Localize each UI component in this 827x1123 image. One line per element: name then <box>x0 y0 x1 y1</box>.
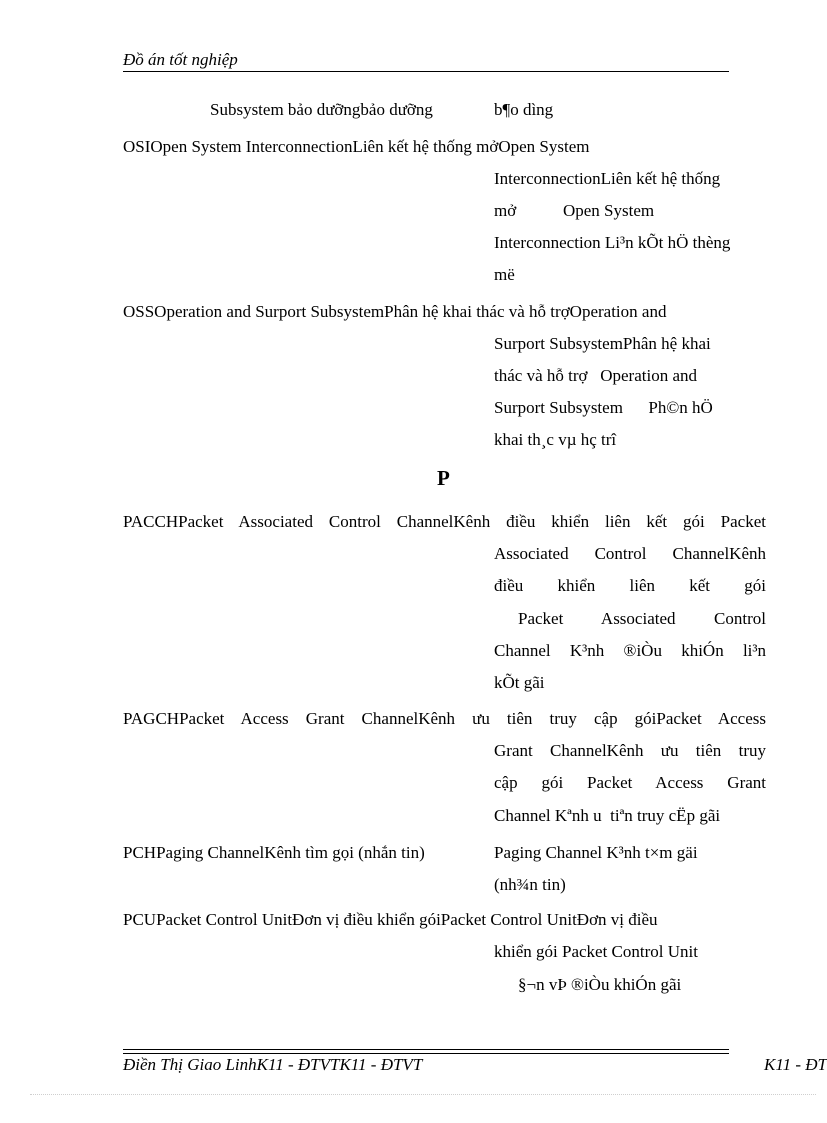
entry-definition: (nh¾n tin) <box>494 875 566 894</box>
entry-definition: kÕt gãi <box>494 673 545 692</box>
entry-definition: Channel K³nh ®iÒu khiÓn li³n <box>494 641 766 660</box>
entry-term: Subsystem bảo dưỡngbảo dưỡng <box>210 100 433 119</box>
entry-definition: më <box>494 265 515 284</box>
entry-definition: khai th¸c vµ hç trî <box>494 430 617 449</box>
entry-term: PACCHPacket Associated Control ChannelKênh điều khiển liên kết gói Packet <box>123 512 766 531</box>
footer-rule <box>123 1053 729 1054</box>
entry-definition: Packet Associated Control <box>518 609 766 628</box>
entry-definition: Surport Subsystem Ph©n hÖ <box>494 398 713 417</box>
entry-term: OSIOpen System InterconnectionLiên kết hệ thống mởOpen System <box>123 137 590 156</box>
entry-definition: cập gói Packet Access Grant <box>494 773 766 792</box>
entry-definition: khiển gói Packet Control Unit <box>494 942 698 961</box>
entry-definition: Grant ChannelKênh ưu tiên truy <box>494 741 766 760</box>
entry-definition: Surport SubsystemPhân hệ khai <box>494 334 711 353</box>
entry-term: PCHPaging ChannelKênh tìm gọi (nhắn tin) <box>123 843 425 862</box>
entry-definition: mở Open System <box>494 201 655 220</box>
entry-definition: b¶o dìng <box>494 100 554 119</box>
page-header-title: Đồ án tốt nghiệp <box>123 50 238 69</box>
entry-term: OSSOperation and Surport SubsystemPhân hệ khai thác và hỗ trợOperation and <box>123 302 667 321</box>
entry-definition: Paging Channel K³nh t×m gäi <box>494 843 698 862</box>
entry-definition: điều khiển liên kết gói <box>494 576 766 595</box>
entry-definition: §¬n vÞ ®iÒu khiÓn gãi <box>518 975 682 994</box>
entry-term: PAGCHPacket Access Grant ChannelKênh ưu tiên truy cập góiPacket Access <box>123 709 766 728</box>
section-letter-heading: P <box>437 466 450 490</box>
page-bottom-dotted-border <box>30 1094 816 1095</box>
entry-definition: Associated Control ChannelKênh <box>494 544 766 563</box>
entry-definition: Channel Kªnh u tiªn truy cËp gãi <box>494 806 721 825</box>
footer-rule <box>123 1049 729 1050</box>
entry-term: PCUPacket Control UnitĐơn vị điều khiển góiPacket Control UnitĐơn vị điều <box>123 910 658 929</box>
footer-right-text: K11 - ĐT <box>764 1055 827 1074</box>
entry-definition: InterconnectionLiên kết hệ thống <box>494 169 721 188</box>
header-rule <box>123 71 729 72</box>
entry-definition: Interconnection Li³n kÕt hÖ thèng <box>494 233 731 252</box>
entry-definition: thác và hỗ trợ Operation and <box>494 366 698 385</box>
footer-author: Điền Thị Giao LinhK11 - ĐTVTK11 - ĐTVT <box>123 1055 423 1074</box>
